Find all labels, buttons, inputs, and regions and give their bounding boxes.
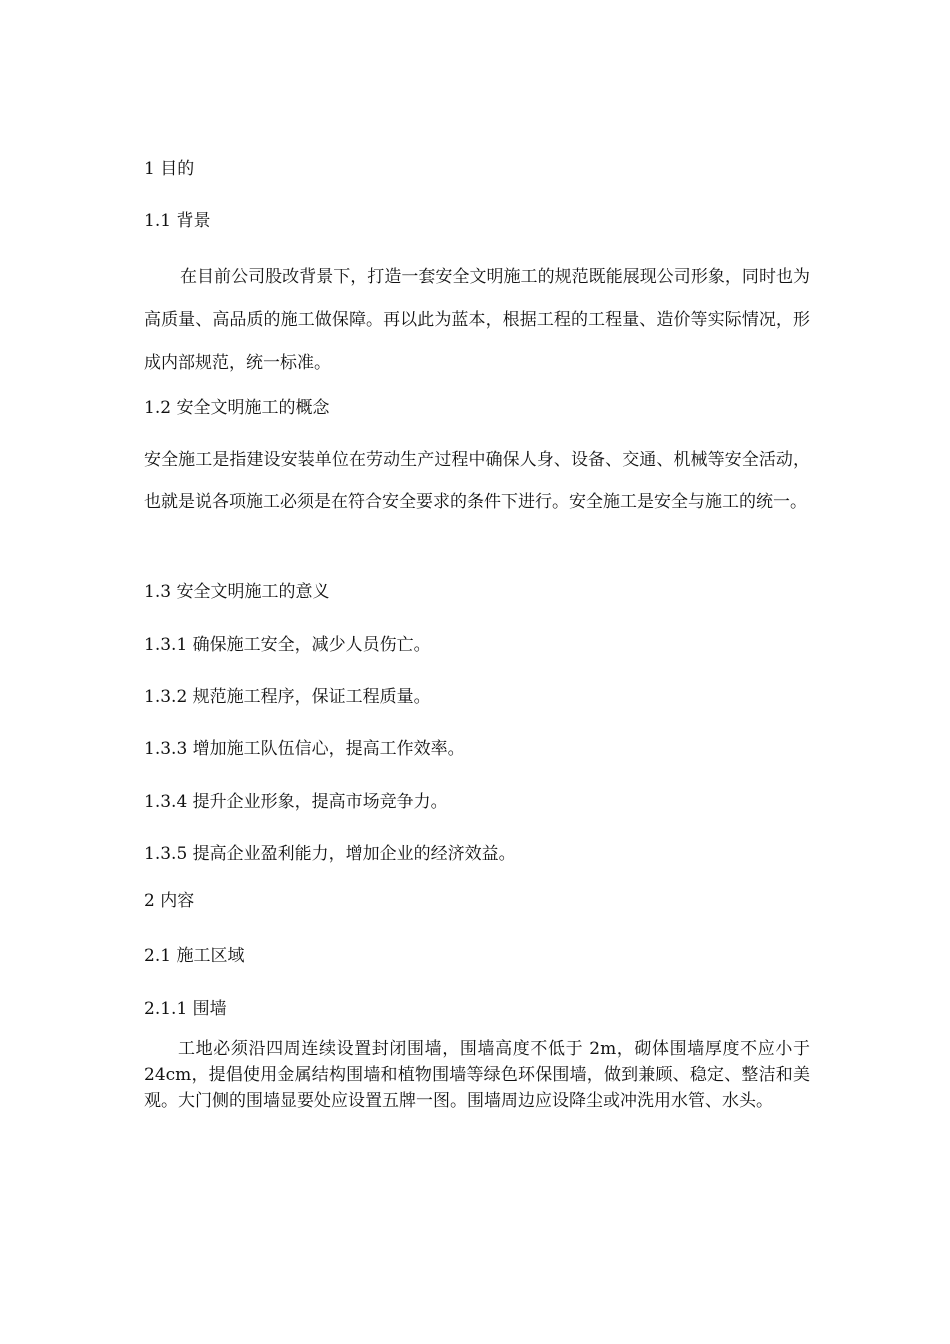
list-item-1-3-3: 1.3.3 增加施工队伍信心，提高工作效率。 — [144, 739, 465, 759]
subsection-heading-2-1-1: 2.1.1 围墙 — [144, 999, 227, 1019]
subsection-heading-2-1: 2.1 施工区域 — [144, 946, 245, 966]
list-item-1-3-4: 1.3.4 提升企业形象，提高市场竞争力。 — [144, 792, 448, 812]
background-paragraph: 在目前公司股改背景下，打造一套安全文明施工的规范既能展现公司形象，同时也为高质量、高品质的施工做保障。再以此为蓝本，根据工程的工程量、造价等实际情况，形成内部规范，统一标准。 — [144, 267, 810, 373]
subsection-heading-1-3: 1.3 安全文明施工的意义 — [144, 582, 330, 602]
list-item-1-3-2: 1.3.2 规范施工程序，保证工程质量。 — [144, 687, 431, 707]
list-item-1-3-5: 1.3.5 提高企业盈利能力，增加企业的经济效益。 — [144, 844, 516, 864]
section-heading-1: 1 目的 — [144, 159, 195, 179]
list-item-1-3-1: 1.3.1 确保施工安全，减少人员伤亡。 — [144, 635, 431, 655]
subsection-heading-1-2: 1.2 安全文明施工的概念 — [144, 398, 330, 418]
subsection-heading-1-1: 1.1 背景 — [144, 211, 211, 231]
wall-paragraph: 工地必须沿四周连续设置封闭围墙，围墙高度不低于 2m，砌体围墙厚度不应小于 24cm，提倡使用金属结构围墙和植物围墙等绿色环保围墙，做到兼顾、稳定、整洁和美观。大门侧的围墙显要处应设置五牌一图。围墙周边应设降尘或冲洗用水管、水头。 — [144, 1039, 810, 1111]
section-heading-2: 2 内容 — [144, 891, 195, 911]
concept-paragraph: 安全施工是指建设安装单位在劳动生产过程中确保人身、设备、交通、机械等安全活动，也就是说各项施工必须是在符合安全要求的条件下进行。安全施工是安全与施工的统一。 — [144, 450, 810, 512]
